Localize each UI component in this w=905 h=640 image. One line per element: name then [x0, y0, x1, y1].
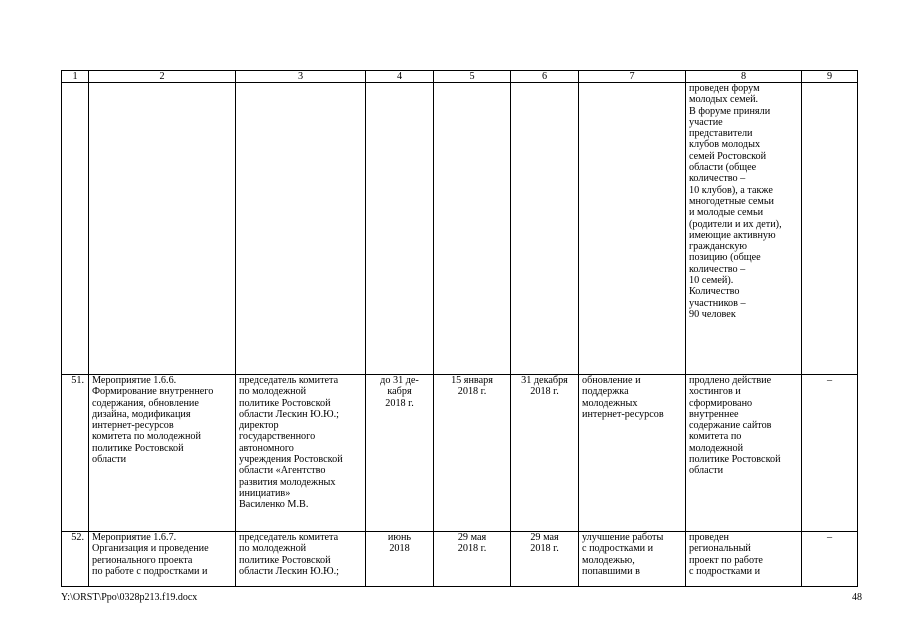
cont-cell-4 [366, 83, 434, 375]
text-line: Василенко М.В. [239, 499, 309, 511]
text-line: по молодежной [239, 543, 307, 555]
text-line: участников – [689, 297, 746, 309]
text-line: области Лескин Ю.Ю.; [239, 565, 340, 577]
text-line: В форуме приняли [689, 105, 771, 117]
text-line: области «Агентство [239, 465, 326, 477]
text-line: 2018 г. [457, 543, 487, 555]
header-cell-4: 4 [366, 71, 434, 83]
planned-date-cell [366, 532, 434, 587]
text-line: 10 клубов), а также [689, 184, 773, 196]
expected-result-cell [579, 532, 686, 587]
cont-cell-2 [89, 83, 236, 375]
text-line: политике Ростовской [689, 454, 781, 466]
text-line: региональный [689, 543, 751, 555]
start-date-cell [434, 375, 511, 532]
text-line: области [689, 465, 724, 477]
text-line: июнь [387, 532, 412, 543]
continuation-row [62, 83, 858, 375]
header-cell-8: 8 [686, 71, 802, 83]
text-line: проведен форум [689, 83, 760, 94]
text-line: кабря [387, 386, 412, 398]
report-table [61, 70, 858, 587]
text-line: 15 января [451, 375, 493, 386]
text-line: проведен [689, 532, 729, 543]
text-line: 31 декабря [521, 375, 568, 386]
text-line: политике Ростовской [92, 442, 184, 454]
text-line: Формирование внутреннего [92, 386, 214, 398]
footer-page-number: 48 [852, 592, 862, 603]
cont-cell-7 [579, 83, 686, 375]
text-line: молодежью, [582, 554, 635, 566]
cont-cell-1 [62, 83, 89, 375]
text-line: до 31 де- [380, 375, 419, 386]
header-cell-9: 9 [802, 71, 858, 83]
text-line: попавшими в [582, 565, 640, 577]
text-line: автономного [239, 442, 294, 454]
text-line: 90 человек [689, 308, 736, 320]
text-line: с подростками и [689, 565, 761, 577]
text-line: 2018 г. [457, 386, 487, 398]
text-line: инициатив» [239, 487, 291, 499]
header-cell-1: 1 [62, 71, 89, 83]
text-line: сформировано [689, 397, 753, 409]
text-line: продлено действие [689, 375, 772, 386]
text-line: Количество [689, 286, 740, 298]
text-line: проект по работе [689, 554, 763, 566]
text-line: комитета по [689, 431, 742, 443]
text-line: 2018 г. [385, 397, 414, 409]
notes-cell: – [802, 532, 858, 587]
text-line: Мероприятие 1.6.7. [92, 532, 177, 543]
text-line: улучшение работы [582, 532, 664, 543]
text-line: поддержка [582, 386, 629, 398]
end-date-cell [511, 375, 579, 532]
event-name-cell [89, 375, 236, 532]
text-line: имеющие активную [689, 229, 776, 241]
expected-result-cell [579, 375, 686, 532]
cont-cell-3 [236, 83, 366, 375]
actual-result-cell [686, 375, 802, 532]
text-line: Мероприятие 1.6.6. [92, 375, 177, 386]
table-row-51 [62, 375, 858, 532]
text-line: учреждения Ростовской [239, 454, 343, 466]
text-line: развития молодежных [239, 476, 336, 488]
text-line: внутреннее [689, 408, 739, 420]
text-line: клубов молодых [689, 139, 761, 151]
actual-result-cell [686, 532, 802, 587]
text-line: количество – [689, 263, 746, 275]
text-line: комитета по молодежной [92, 431, 201, 443]
text-line: по молодежной [239, 386, 307, 398]
text-line: дизайна, модификация [92, 408, 191, 420]
text-line: 2018 г. [530, 543, 559, 555]
text-line: председатель комитета [239, 375, 339, 386]
column-number-header-row [62, 71, 858, 83]
text-line: 10 семей). [689, 275, 734, 287]
text-line: 29 мая [530, 532, 559, 543]
cont-cell-6 [511, 83, 579, 375]
text-line: по работе с подростками и [92, 565, 208, 577]
text-line: Организация и проведение [92, 543, 209, 555]
text-line: обновление и [582, 375, 641, 386]
text-line: гражданскую [689, 241, 748, 253]
text-line: молодежной [689, 442, 744, 454]
row-number: 51. [62, 375, 89, 532]
cont-result-cell [686, 83, 802, 375]
text-line: молодежных [582, 397, 638, 409]
text-line: (родители и их дети), [689, 218, 782, 230]
header-cell-7: 7 [579, 71, 686, 83]
cont-cell-9 [802, 83, 858, 375]
end-date-cell [511, 532, 579, 587]
planned-date-cell [366, 375, 434, 532]
header-cell-6: 6 [511, 71, 579, 83]
text-line: области (общее [689, 162, 757, 174]
text-line: участие [689, 116, 723, 128]
table-row-52 [62, 532, 858, 587]
text-line: 2018 [389, 543, 410, 555]
header-cell-2: 2 [89, 71, 236, 83]
text-line: содержание сайтов [689, 420, 772, 432]
text-line: содержания, обновление [92, 397, 199, 409]
responsible-cell [236, 532, 366, 587]
header-cell-3: 3 [236, 71, 366, 83]
text-line: политике Ростовской [239, 397, 331, 409]
responsible-cell [236, 375, 366, 532]
text-line: 29 мая [457, 532, 487, 543]
text-line: количество – [689, 173, 746, 185]
text-line: государственного [239, 431, 316, 443]
text-line: позицию (общее [689, 252, 761, 264]
header-cell-5: 5 [434, 71, 511, 83]
text-line: интернет-ресурсов [582, 408, 664, 420]
row-number: 52. [62, 532, 89, 587]
text-line: политике Ростовской [239, 554, 331, 566]
text-line: хостингов и [689, 386, 741, 398]
notes-cell: – [802, 375, 858, 532]
text-line: с подростками и [582, 543, 654, 555]
cont-cell-5 [434, 83, 511, 375]
text-line: молодых семей. [689, 94, 759, 106]
text-line: директор [239, 420, 279, 432]
text-line: председатель комитета [239, 532, 339, 543]
text-line: представители [689, 128, 753, 140]
text-line: регионального проекта [92, 554, 193, 566]
text-line: многодетные семьи [689, 195, 774, 207]
text-line: области [92, 454, 127, 466]
text-line: интернет-ресурсов [92, 420, 174, 432]
footer-file-path: Y:\ORST\Ppo\0328p213.f19.docx [61, 592, 198, 603]
start-date-cell [434, 532, 511, 587]
text-line: семей Ростовской [689, 150, 767, 162]
event-name-cell [89, 532, 236, 587]
text-line: 2018 г. [530, 386, 559, 398]
text-line: области Лескин Ю.Ю.; [239, 408, 340, 420]
text-line: и молодые семьи [689, 207, 764, 219]
